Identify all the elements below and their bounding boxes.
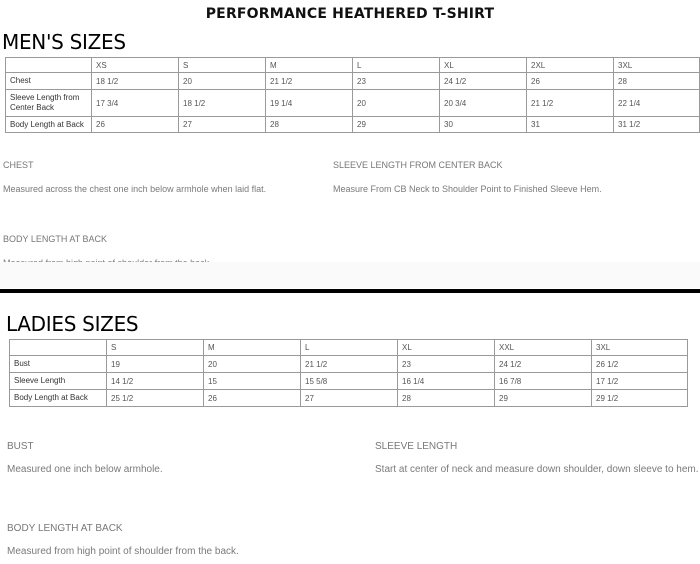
table-cell: 15 — [204, 373, 301, 390]
header-cell: XL — [398, 340, 495, 356]
row-label: Chest — [6, 73, 92, 90]
table-cell: 21 1/2 — [266, 73, 353, 90]
row-label: Body Length at Back — [10, 390, 107, 407]
table-cell: 16 1/4 — [398, 373, 495, 390]
ladies-size-table — [9, 339, 688, 407]
table-cell: 18 1/2 — [179, 90, 266, 117]
table-cell: 24 1/2 — [495, 356, 592, 373]
header-cell — [6, 58, 92, 73]
definition-title: CHEST — [3, 160, 34, 170]
ladies-sizes-heading: LADIES SIZES — [6, 312, 139, 336]
header-cell: XXL — [495, 340, 592, 356]
table-cell: 21 1/2 — [301, 356, 398, 373]
table-cell: 20 — [179, 73, 266, 90]
definition-title: BODY LENGTH AT BACK — [7, 523, 123, 534]
mens-sizes-heading: MEN'S SIZES — [2, 30, 126, 54]
table-cell: 14 1/2 — [107, 373, 204, 390]
table-cell: 30 — [440, 117, 527, 133]
table-cell: 23 — [398, 356, 495, 373]
table-row — [6, 73, 700, 90]
table-cell: 25 1/2 — [107, 390, 204, 407]
table-cell: 24 1/2 — [440, 73, 527, 90]
table-cell: 31 — [527, 117, 614, 133]
header-cell: 3XL — [614, 58, 700, 73]
table-cell: 28 — [398, 390, 495, 407]
definition-text: Measured across the chest one inch below armhole when laid flat. — [3, 184, 267, 194]
definition-text: Measured one inch below armhole. — [7, 464, 163, 475]
table-cell: 29 1/2 — [592, 390, 688, 407]
table-cell: 29 — [353, 117, 440, 133]
header-cell: 2XL — [527, 58, 614, 73]
definition-title: SLEEVE LENGTH — [375, 441, 458, 452]
table-header-row — [10, 340, 688, 356]
row-label: Sleeve Length from Center Back — [6, 90, 92, 117]
table-cell: 26 1/2 — [592, 356, 688, 373]
table-row — [10, 390, 688, 407]
table-row — [10, 373, 688, 390]
header-cell: M — [204, 340, 301, 356]
table-cell: 20 — [204, 356, 301, 373]
header-cell: M — [266, 58, 353, 73]
table-cell: 28 — [266, 117, 353, 133]
table-cell: 31 1/2 — [614, 117, 700, 133]
definition-title: SLEEVE LENGTH FROM CENTER BACK — [333, 160, 503, 170]
sleeve-length-definition — [375, 441, 700, 480]
mens-size-table — [5, 57, 700, 133]
header-cell: S — [179, 58, 266, 73]
header-cell: 3XL — [592, 340, 688, 356]
body-length-definition — [3, 234, 323, 260]
table-cell: 26 — [204, 390, 301, 407]
table-row — [6, 90, 700, 117]
table-cell: 17 1/2 — [592, 373, 688, 390]
table-row — [10, 356, 688, 373]
table-cell: 20 — [353, 90, 440, 117]
definition-title: BUST — [7, 441, 34, 452]
table-cell: 19 1/4 — [266, 90, 353, 117]
row-label: Body Length at Back — [6, 117, 92, 133]
row-label: Sleeve Length — [10, 373, 107, 390]
row-label: Bust — [10, 356, 107, 373]
header-cell: S — [107, 340, 204, 356]
definition-text: Measure From CB Neck to Shoulder Point to Finished Sleeve Hem. — [333, 184, 602, 194]
table-cell: 18 1/2 — [92, 73, 179, 90]
table-cell: 27 — [301, 390, 398, 407]
definition-text: Start at center of neck and measure down shoulder, down sleeve to hem. — [375, 464, 699, 475]
table-cell: 21 1/2 — [527, 90, 614, 117]
body-length-definition — [7, 523, 347, 562]
section-fade — [0, 262, 700, 288]
definition-text: Measured from high point of shoulder from the back. — [7, 546, 239, 557]
header-cell — [10, 340, 107, 356]
table-cell: 26 — [527, 73, 614, 90]
table-row — [6, 117, 700, 133]
header-cell: L — [353, 58, 440, 73]
table-cell: 27 — [179, 117, 266, 133]
table-cell: 23 — [353, 73, 440, 90]
header-cell: L — [301, 340, 398, 356]
table-cell: 28 — [614, 73, 700, 90]
header-cell: XL — [440, 58, 527, 73]
chest-definition — [3, 160, 323, 199]
table-header-row — [6, 58, 700, 73]
table-cell: 20 3/4 — [440, 90, 527, 117]
table-cell: 15 5/8 — [301, 373, 398, 390]
sleeve-length-definition — [333, 160, 693, 199]
table-cell: 17 3/4 — [92, 90, 179, 117]
section-divider — [0, 289, 700, 293]
table-cell: 22 1/4 — [614, 90, 700, 117]
table-cell: 26 — [92, 117, 179, 133]
bust-definition — [7, 441, 347, 480]
table-cell: 16 7/8 — [495, 373, 592, 390]
definition-title: BODY LENGTH AT BACK — [3, 234, 108, 244]
header-cell: XS — [92, 58, 179, 73]
table-cell: 19 — [107, 356, 204, 373]
page-title: PERFORMANCE HEATHERED T-SHIRT — [205, 6, 495, 22]
table-cell: 29 — [495, 390, 592, 407]
